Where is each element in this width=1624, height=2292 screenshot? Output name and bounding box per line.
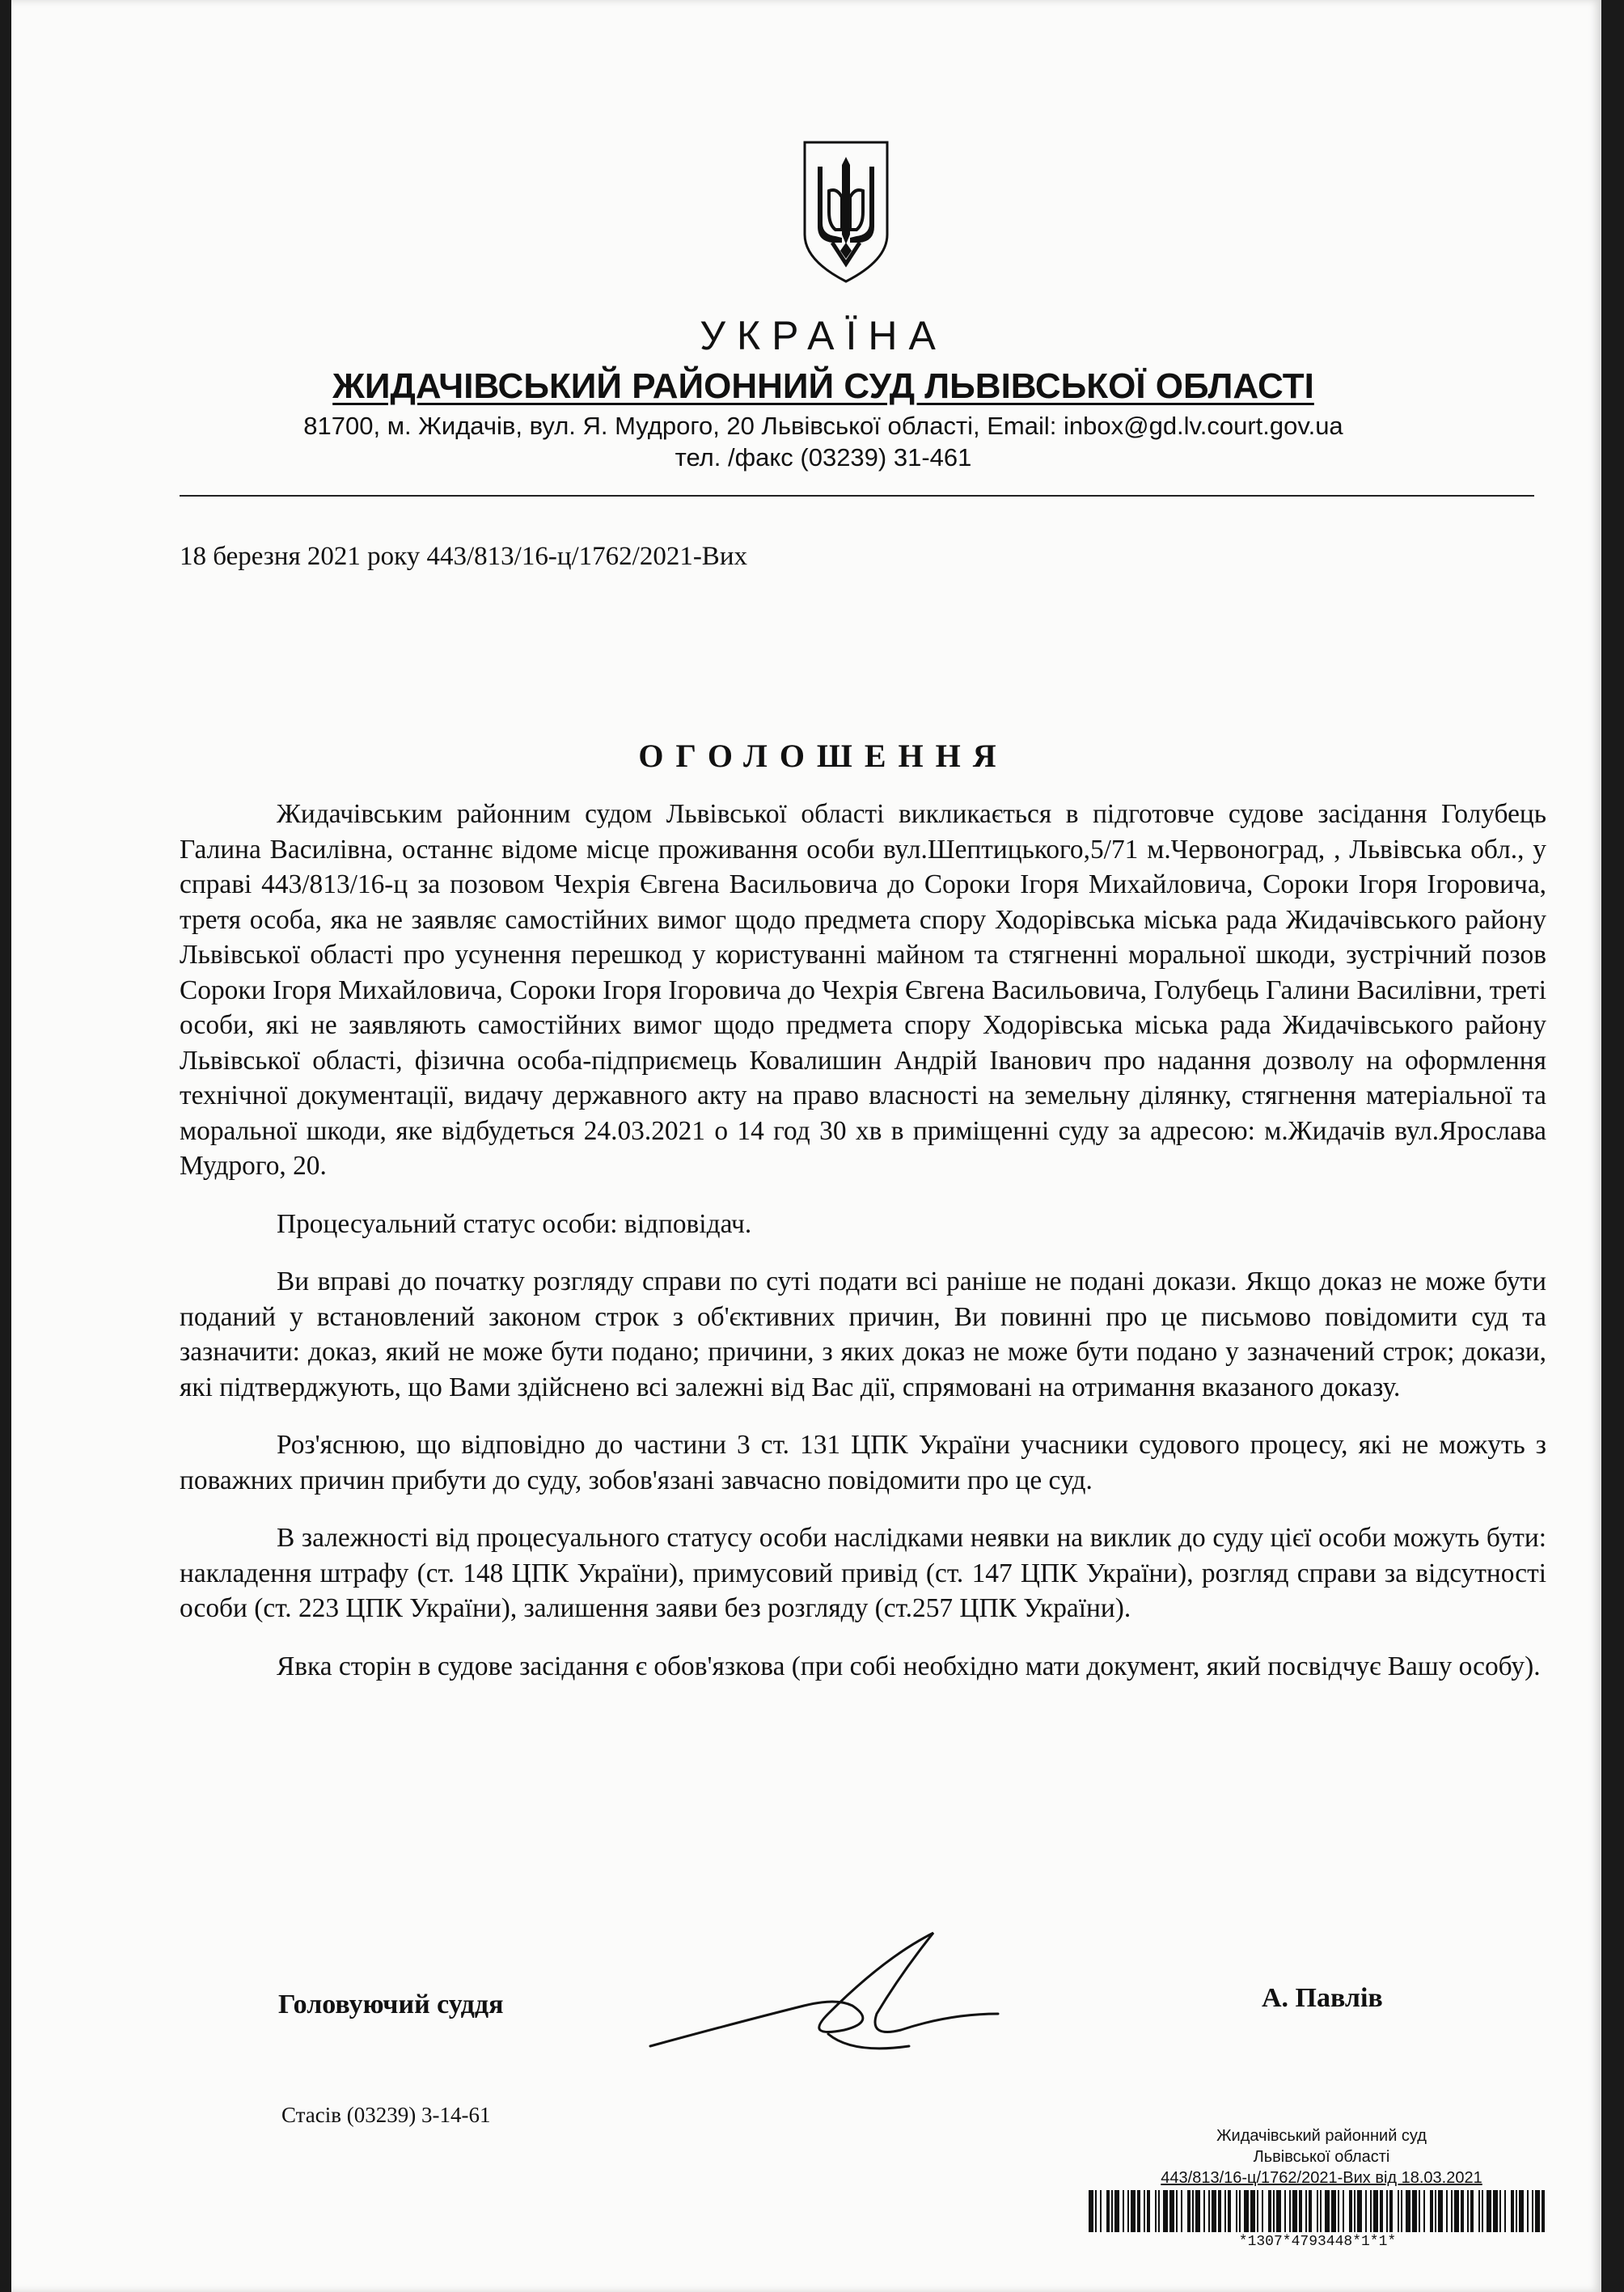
paragraph-evidence: Ви вправі до початку розгляду справи по суті подати всі раніше не подані докази. Якщо доказ не може бути поданий у встановлений законом строк з об'єктивних причин, Ви повинні про це письмово повідомити суд та зазначити: доказ, який не може бути подано; причини, з яких доказ не може бути подано у зазначений строк; докази, які підтверджують, що Вами здійснено всі залежні від Вас дії, спрямовані на отримання вказаного доказу. <box>180 1267 1546 1402</box>
header-divider <box>180 495 1534 497</box>
paragraph-status: Процесуальний статус особи: відповідач. <box>277 1208 752 1239</box>
paragraph-attendance: Явка сторін в судове засідання є обов'язкова (при собі необхідно мати документ, який посвідчує Вашу особу). <box>277 1651 1541 1681</box>
paragraph-consequences: В залежності від процесуального статусу особи наслідками неявки на виклик до суду цієї особи можуть бути: накладення штрафу (ст. 148 ЦПК України), примусовий привід (ст. 147 ЦПК України), розгляд справи за відсутності особи (ст. 223 ЦПК України), залишення заяви без розгляду (ст.257 ЦПК України). <box>180 1523 1546 1623</box>
document-body <box>180 797 1546 1706</box>
country-heading: УКРАЇНА <box>700 313 947 358</box>
barcode <box>1087 2190 1548 2232</box>
registration-stamp <box>1119 2125 1524 2188</box>
stamp-region: Львівської області <box>1253 2148 1390 2166</box>
paragraph-summons: Жидачівським районним судом Львівської області викликається в підготовче судове засідання Голубець Галина Василівна, останнє відоме місце проживання особи вул.Шептицького,5/71 м.Червоноград, , Львівська обл., у справі 443/813/16-ц за позовом Чехрія Євгена Васильовича до Сороки Ігоря Михайловича, Сороки Ігоря Ігоровича, третя особа, яка не заявляє самостійних вимог щодо предмета спору Ходорівська міська рада Жидачівського району Львівської області про усунення перешкод у користуванні майном та стягненні моральної шкоди, зустрічний позов Сороки Ігоря Михайловича, Сороки Ігоря Ігоровича до Чехрія Євгена Васильовича, Голубець Галини Василівни, треті особи, які не заявляють самостійних вимог щодо предмета спору Ходорівська міська рада Жидачівського району Львівської області, фізична особа-підприємець Ковалишин Андрій Іванович про надання дозволу на оформлення технічної документації, видачу державного акту на право власності на земельну ділянку, стягнення матеріальної та моральної шкоди, яке відбудеться 24.03.2021 о 14 год 30 хв в приміщенні суду за адресою: м.Жидачів вул.Ярослава Мудрого, 20. <box>180 799 1546 1181</box>
paragraph-notice: Роз'яснюю, що відповідно до частини 3 ст. 131 ЦПК України учасники судового процесу, які не можуть з поважних причин прибути до суду, зобов'язані завчасно повідомити про це суд. <box>180 1430 1546 1495</box>
court-phone: тел. /факс (03239) 31-461 <box>675 443 972 472</box>
outgoing-reference: 18 березня 2021 року 443/813/16-ц/1762/2021-Вих <box>180 542 747 571</box>
court-address: 81700, м. Жидачів, вул. Я. Мудрого, 20 Львівської області, Email: inbox@gd.lv.court.gov.ua <box>303 412 1343 440</box>
trident-coat-of-arms-icon <box>800 139 892 285</box>
contact-person: Стасів (03239) 3-14-61 <box>281 2103 491 2127</box>
document-page <box>11 0 1601 2292</box>
stamp-court: Жидачівський районний суд <box>1216 2127 1427 2145</box>
document-title: ОГОЛОШЕННЯ <box>638 738 1009 774</box>
judge-name: А. Павлів <box>1262 1983 1383 2013</box>
handwritten-signature <box>642 1925 1014 2062</box>
court-name: ЖИДАЧІВСЬКИЙ РАЙОННИЙ СУД ЛЬВІВСЬКОЇ ОБЛАСТІ <box>332 366 1314 406</box>
barcode-number: *1307*4793448*1*1* <box>1238 2234 1397 2250</box>
stamp-reference: 443/813/16-ц/1762/2021-Вих від 18.03.2021 <box>1161 2169 1482 2187</box>
judge-role: Головуючий суддя <box>278 1990 504 2019</box>
